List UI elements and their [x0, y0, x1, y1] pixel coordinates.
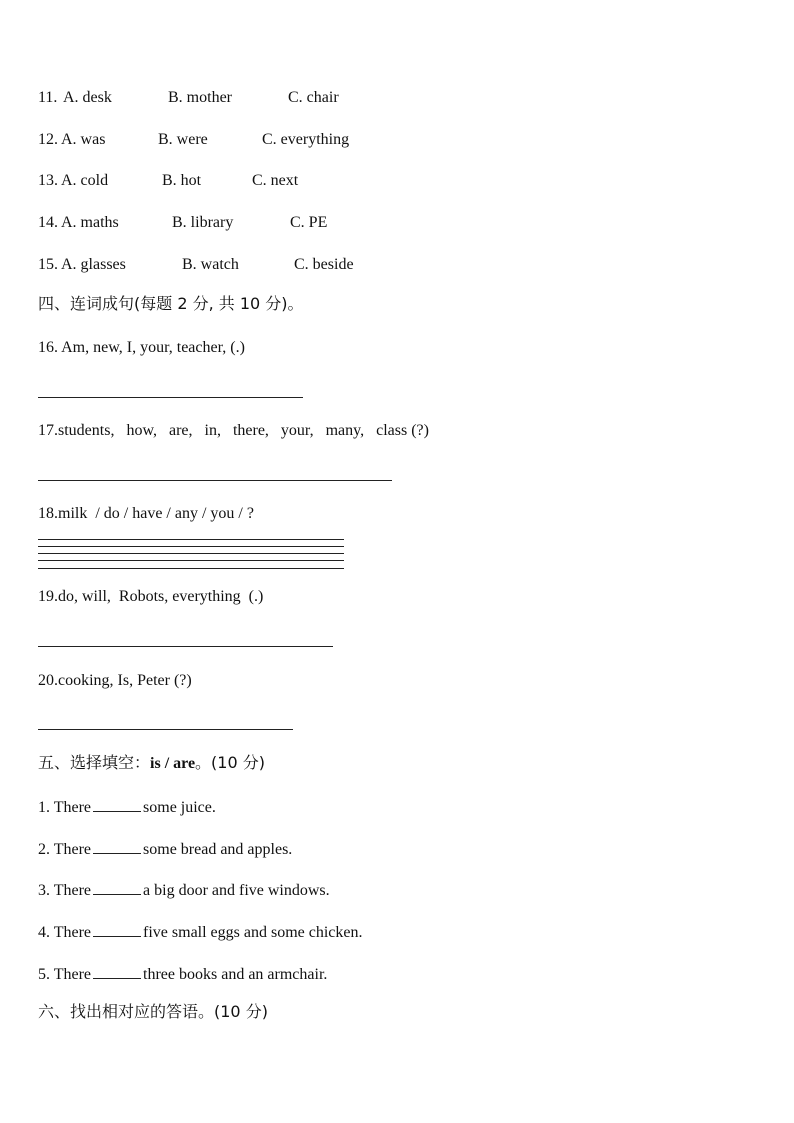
sentence-item-20: 20.cooking, Is, Peter (?) — [38, 672, 192, 689]
fill-item-prefix: 4. There — [38, 924, 92, 941]
fill-item-rest: some bread and apples. — [143, 841, 293, 858]
mc-num: 14. — [38, 214, 58, 231]
mc-num: 13. — [38, 172, 58, 189]
mc-option-c: C. next — [252, 172, 299, 189]
sentence-item-18: 18.milk / do / have / any / you / ? — [38, 505, 254, 522]
fill-item-rest: three books and an armchair. — [143, 966, 328, 983]
mc-option-a: A. glasses — [61, 256, 126, 273]
sentence-item-17: 17.students, how, are, in, there, your, many, class (?) — [38, 422, 429, 439]
sentence-item-16: 16. Am, new, I, your, teacher, (.) — [38, 339, 245, 356]
fill-item-prefix: 3. There — [38, 882, 92, 899]
mc-num: 15. — [38, 256, 58, 273]
mc-num: 11. — [38, 89, 58, 106]
mc-option-a: A. desk — [63, 89, 112, 106]
fill-item-rest: five small eggs and some chicken. — [143, 924, 363, 941]
section-5-heading — [38, 753, 265, 774]
fill-item-rest: some juice. — [143, 799, 216, 816]
answer-line-19[interactable] — [38, 646, 333, 647]
answer-line-18e[interactable] — [38, 568, 344, 569]
sentence-item-19: 19.do, will, Robots, everything (.) — [38, 588, 264, 605]
section-5-heading-bold: is / are — [150, 755, 196, 772]
fill-blank[interactable] — [93, 837, 141, 854]
section-5-heading-cn: 五、选择填空： — [38, 753, 151, 772]
mc-option-c: C. PE — [290, 214, 328, 231]
fill-blank[interactable] — [93, 962, 141, 979]
mc-option-b: B. mother — [168, 89, 232, 106]
mc-option-c: C. chair — [288, 89, 339, 106]
fill-blank[interactable] — [93, 920, 141, 937]
mc-option-b: B. were — [158, 131, 208, 148]
fill-blank[interactable] — [93, 795, 141, 812]
fill-item — [38, 878, 330, 901]
answer-line-18b[interactable] — [38, 546, 344, 547]
fill-item — [38, 962, 327, 985]
section-5-heading-tail: 。(10 分) — [195, 753, 265, 772]
fill-item — [38, 837, 292, 860]
fill-blank[interactable] — [93, 878, 141, 895]
mc-option-a: A. was — [61, 131, 106, 148]
fill-item-prefix: 2. There — [38, 841, 92, 858]
section-4-heading: 四、连词成句(每题 2 分, 共 10 分)。 — [38, 294, 304, 313]
fill-item — [38, 920, 363, 943]
answer-line-17[interactable] — [38, 480, 392, 481]
fill-item-rest: a big door and five windows. — [143, 882, 330, 899]
fill-item-prefix: 1. There — [38, 799, 92, 816]
answer-line-18c[interactable] — [38, 553, 344, 554]
mc-option-a: A. cold — [61, 172, 109, 189]
answer-line-18a[interactable] — [38, 539, 344, 540]
mc-num: 12. — [38, 131, 58, 148]
answer-line-16[interactable] — [38, 397, 303, 398]
fill-item-prefix: 5. There — [38, 966, 92, 983]
mc-option-c: C. beside — [294, 256, 354, 273]
fill-item — [38, 795, 216, 818]
mc-option-b: B. library — [172, 214, 234, 231]
mc-option-c: C. everything — [262, 131, 350, 148]
mc-option-a: A. maths — [61, 214, 119, 231]
mc-option-b: B. hot — [162, 172, 202, 189]
answer-line-18d[interactable] — [38, 560, 344, 561]
section-6-heading: 六、找出相对应的答语。(10 分) — [38, 1002, 268, 1021]
answer-line-20[interactable] — [38, 729, 293, 730]
mc-option-b: B. watch — [182, 256, 239, 273]
